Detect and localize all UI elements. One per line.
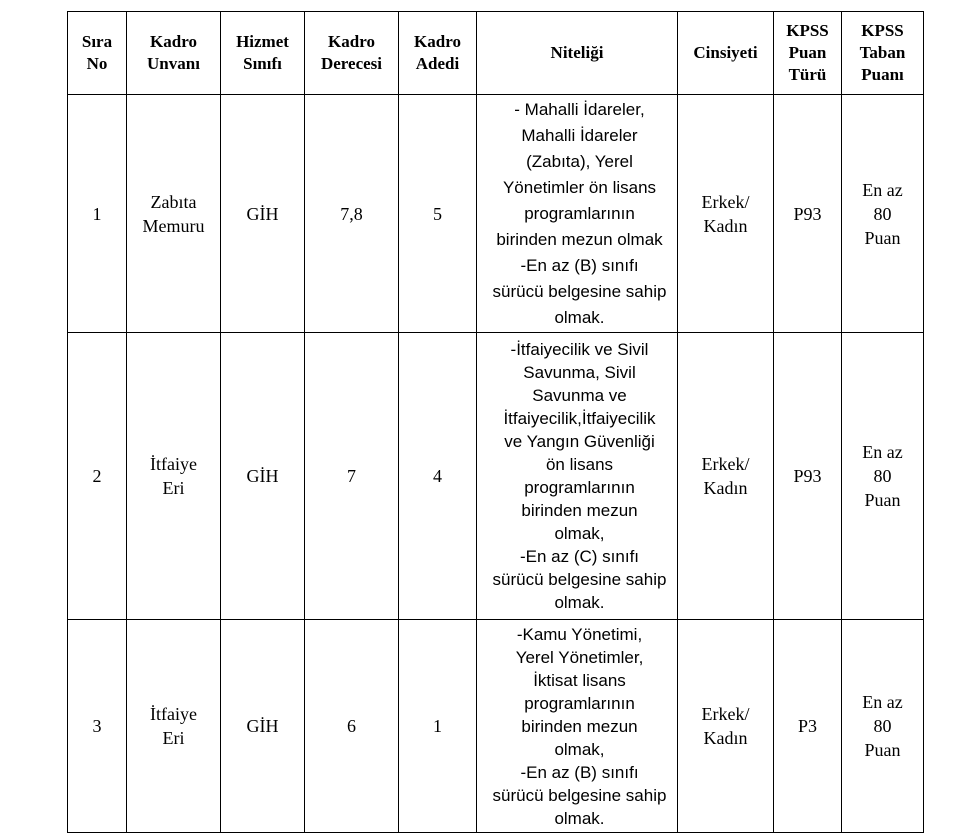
header-kadro-unvani: Kadro Unvanı xyxy=(127,12,221,95)
header-kpss-taban-puani: KPSS Taban Puanı xyxy=(842,12,924,95)
cell-derece: 7,8 xyxy=(305,95,399,333)
cell-nitelik: -İtfaiyecilik ve Sivil Savunma, Sivil Savunma ve İtfaiyecilik,İtfaiyecilik ve Yangın Güvenliği ön lisans programlarının birinden mezun olmak, -En az (C) sınıfı sürücü belgesine sahip olmak. xyxy=(477,333,678,620)
cell-cinsiyet: Erkek/ Kadın xyxy=(678,95,774,333)
cell-unvan: İtfaiye Eri xyxy=(127,620,221,833)
cell-derece: 7 xyxy=(305,333,399,620)
table-row xyxy=(68,333,924,620)
cell-nitelik: - Mahalli İdareler, Mahalli İdareler (Zabıta), Yerel Yönetimler ön lisans programlarının birinden mezun olmak -En az (B) sınıfı sürücü belgesine sahip olmak. xyxy=(477,95,678,333)
table-row xyxy=(68,620,924,833)
header-kadro-derecesi: Kadro Derecesi xyxy=(305,12,399,95)
cell-unvan: Zabıta Memuru xyxy=(127,95,221,333)
cell-puan-turu: P93 xyxy=(774,333,842,620)
cell-taban-puan: En az 80 Puan xyxy=(842,95,924,333)
cell-cinsiyet: Erkek/ Kadın xyxy=(678,333,774,620)
cell-adet: 1 xyxy=(399,620,477,833)
cell-puan-turu: P93 xyxy=(774,95,842,333)
cell-sinif: GİH xyxy=(221,95,305,333)
cell-taban-puan: En az 80 Puan xyxy=(842,620,924,833)
cell-sinif: GİH xyxy=(221,620,305,833)
cell-sira: 2 xyxy=(68,333,127,620)
cell-cinsiyet: Erkek/ Kadın xyxy=(678,620,774,833)
kadro-table xyxy=(67,11,924,833)
header-niteligi: Niteliği xyxy=(477,12,678,95)
cell-unvan: İtfaiye Eri xyxy=(127,333,221,620)
cell-sinif: GİH xyxy=(221,333,305,620)
header-hizmet-sinifi: Hizmet Sınıfı xyxy=(221,12,305,95)
cell-derece: 6 xyxy=(305,620,399,833)
header-cinsiyeti: Cinsiyeti xyxy=(678,12,774,95)
header-kadro-adedi: Kadro Adedi xyxy=(399,12,477,95)
header-row xyxy=(68,12,924,95)
cell-adet: 4 xyxy=(399,333,477,620)
cell-adet: 5 xyxy=(399,95,477,333)
table-row xyxy=(68,95,924,333)
header-sira-no: Sıra No xyxy=(68,12,127,95)
cell-puan-turu: P3 xyxy=(774,620,842,833)
cell-nitelik: -Kamu Yönetimi, Yerel Yönetimler, İktisat lisans programlarının birinden mezun olmak, -En az (B) sınıfı sürücü belgesine sahip olmak. xyxy=(477,620,678,833)
cell-sira: 1 xyxy=(68,95,127,333)
cell-taban-puan: En az 80 Puan xyxy=(842,333,924,620)
cell-sira: 3 xyxy=(68,620,127,833)
header-kpss-puan-turu: KPSS Puan Türü xyxy=(774,12,842,95)
